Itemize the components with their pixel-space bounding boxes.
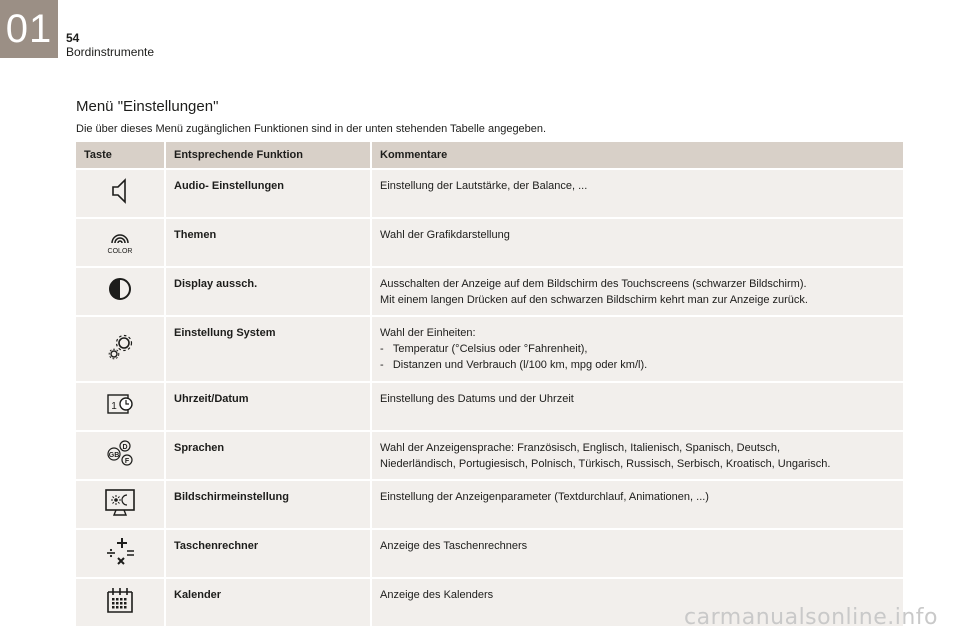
comment: Einstellung des Datums und der Uhrzeit (372, 381, 903, 430)
watermark: carmanualsonline.info (684, 605, 938, 630)
header-key: Taste (76, 142, 166, 168)
function-name: Einstellung System (166, 315, 372, 381)
svg-text:GB: GB (108, 452, 120, 459)
table-row (76, 315, 903, 381)
function-name: Audio- Einstellungen (166, 168, 372, 217)
chapter-number: 01 (0, 0, 58, 58)
speaker-icon (103, 174, 137, 208)
comment: Einstellung der Lautstärke, der Balance, ... (372, 168, 903, 217)
table-row (76, 266, 903, 315)
color-label: COLOR (107, 248, 133, 255)
languages-icon (103, 436, 137, 470)
calculator-icon (103, 534, 137, 568)
table-header-row (76, 142, 903, 168)
comment: Wahl der Einheiten: - Temperatur (°Celsius oder °Fahrenheit), - Distanzen und Verbrauch (l/100 km, mpg oder km/l). (372, 315, 903, 381)
table-row (76, 528, 903, 577)
table-row (76, 479, 903, 528)
section-title: Bordinstrumente (66, 45, 155, 59)
table-row (76, 430, 903, 479)
function-name: Sprachen (166, 430, 372, 479)
settings-table (76, 142, 903, 626)
function-name: Themen (166, 217, 372, 266)
function-name: Display aussch. (166, 266, 372, 315)
comment: Wahl der Grafikdarstellung (372, 217, 903, 266)
header-comment: Kommentare (372, 142, 903, 168)
page-title: Menü "Einstellungen" (76, 98, 219, 115)
display-off-icon (103, 272, 137, 306)
calendar-icon (103, 583, 137, 617)
date-digit: 1 (111, 401, 117, 412)
comment: Ausschalten der Anzeige auf dem Bildschirm des Touchscreens (schwarzer Bildschirm). Mit einem langen Drücken auf den schwarzen Bildschirm kehrt man zur Anzeige zurück. (372, 266, 903, 315)
screen-settings-icon (103, 485, 137, 519)
svg-text:D: D (122, 444, 128, 451)
table-row (76, 217, 903, 266)
comment: Anzeige des Kalenders (372, 577, 903, 626)
comment: Einstellung der Anzeigenparameter (Textdurchlauf, Animationen, ...) (372, 479, 903, 528)
color-theme-icon (103, 223, 137, 257)
intro-text: Die über dieses Menü zugänglichen Funktionen sind in der unten stehenden Tabelle angegeben. (76, 123, 547, 135)
table-row (76, 381, 903, 430)
function-name: Uhrzeit/Datum (166, 381, 372, 430)
comment: Wahl der Anzeigensprache: Französisch, Englisch, Italienisch, Spanisch, Deutsch, Niederländisch, Portugiesisch, Polnisch, Türkisch, Russisch, Serbisch, Kroatisch, Ungarisch. (372, 430, 903, 479)
clock-date-icon (103, 387, 137, 421)
function-name: Bildschirmeinstellung (166, 479, 372, 528)
svg-text:F: F (124, 458, 130, 465)
system-settings-icon (103, 330, 137, 364)
header-function: Entsprechende Funktion (166, 142, 372, 168)
function-name: Kalender (166, 577, 372, 626)
function-name: Taschenrechner (166, 528, 372, 577)
table-row (76, 168, 903, 217)
page-number: 54 (66, 31, 80, 45)
comment: Anzeige des Taschenrechners (372, 528, 903, 577)
